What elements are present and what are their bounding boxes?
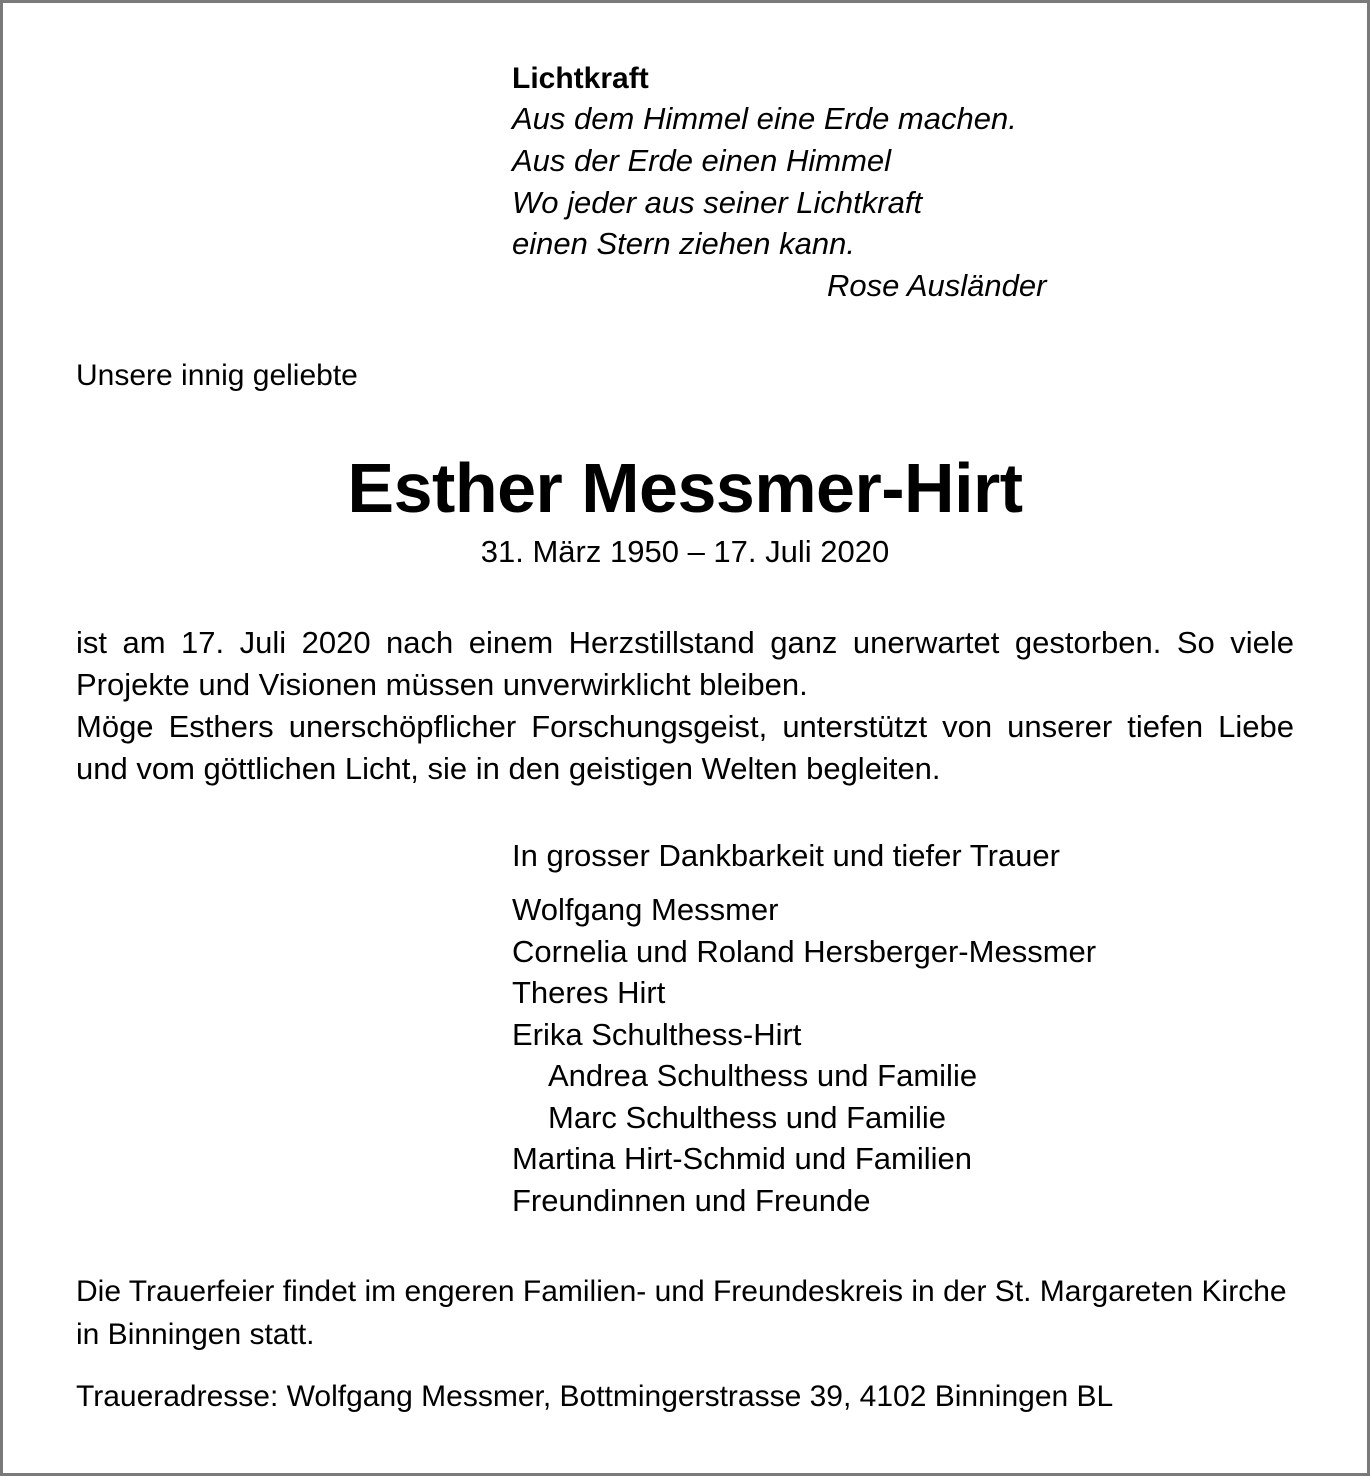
mourner-name: Freundinnen und Freunde xyxy=(512,1182,871,1218)
body-paragraph: Möge Esthers unerschöpflicher Forschungsgeist, unterstützt von unserer tiefen Liebe und vom göttlichen Licht, sie in den geistigen Welten begleiten. xyxy=(76,709,1294,786)
mourner-name: Erika Schulthess-Hirt xyxy=(512,1016,802,1052)
ceremony-notice: Die Trauerfeier findet im engeren Familien- und Freundeskreis in der St. Margareten Kirche in Binningen statt. xyxy=(76,1275,1287,1351)
obituary-body xyxy=(76,622,1294,790)
body-paragraph: ist am 17. Juli 2020 nach einem Herzstillstand ganz unerwartet gestorben. So viele Projekte und Visionen müssen unverwirklicht bleiben. xyxy=(76,625,1294,702)
intro-line: Unsere innig geliebte xyxy=(76,359,358,392)
poem-line: einen Stern ziehen kann. xyxy=(512,226,855,261)
grief-line: In grosser Dankbarkeit und tiefer Trauer xyxy=(512,838,1060,873)
mourner-name: Cornelia und Roland Hersberger-Messmer xyxy=(512,933,1097,969)
mourner-name: Martina Hirt-Schmid und Familien xyxy=(512,1141,972,1176)
poem-line: Wo jeder aus seiner Lichtkraft xyxy=(512,185,923,220)
mourner-name: Wolfgang Messmer xyxy=(512,892,779,927)
poem-line: Aus dem Himmel eine Erde machen. xyxy=(512,101,1017,136)
mourner-name: Theres Hirt xyxy=(512,975,666,1010)
poem-author: Rose Ausländer xyxy=(827,268,1047,303)
mourners-list xyxy=(512,889,1096,1221)
mourning-address: Traueradresse: Wolfgang Messmer, Bottmingerstrasse 39, 4102 Binningen BL xyxy=(76,1380,1114,1413)
poem-title: Lichtkraft xyxy=(512,62,649,95)
mourner-name: Marc Schulthess und Familie xyxy=(548,1099,946,1135)
life-dates: 31. März 1950 – 17. Juli 2020 xyxy=(480,534,890,569)
poem-line: Aus der Erde einen Himmel xyxy=(512,143,892,178)
mourner-name: Andrea Schulthess und Familie xyxy=(548,1058,978,1093)
deceased-name: Esther Messmer-Hirt xyxy=(347,449,1023,527)
